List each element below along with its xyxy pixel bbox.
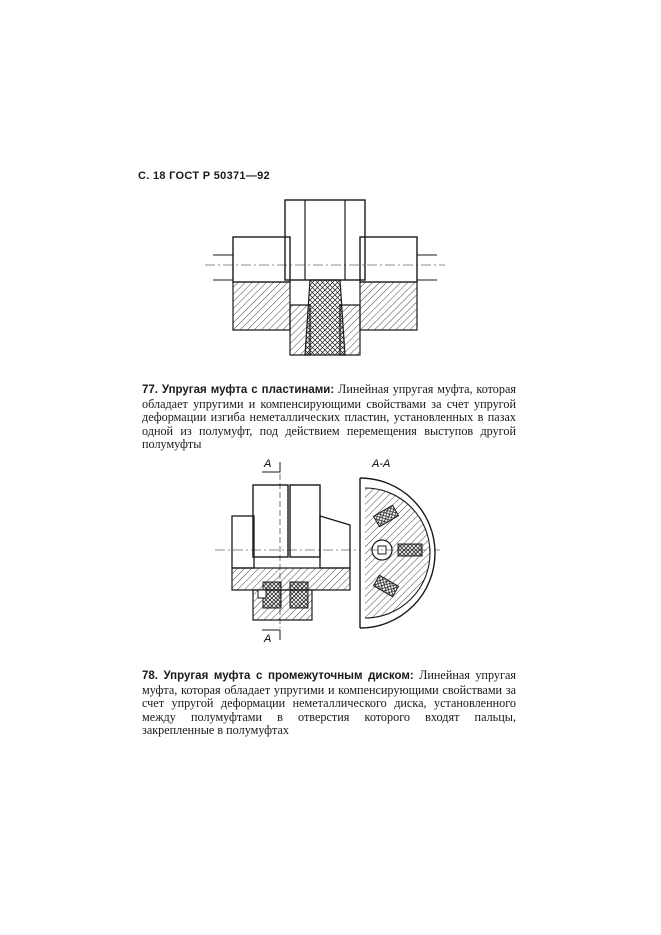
section-title: А-А: [372, 458, 391, 470]
item-77-definition: Линейная упругая муфта, которая обладает упругими и компенсирующими свойствами за счет упругой деформации изгиба неметаллических пластин, установленных в пазах одной из полумуфт, под действием перемещения выступов другой полумуфты: [142, 382, 517, 452]
item-78-term: Упругая муфта с промежуточным диском:: [163, 670, 414, 682]
coupling-body: [285, 200, 365, 280]
page-header: С. 18 ГОСТ Р 50371—92: [138, 170, 270, 182]
item-77-number: 77.: [142, 384, 158, 396]
section-mark-bottom: А: [264, 633, 272, 645]
section-mark-top: А: [264, 458, 272, 470]
item-78-number: 78.: [142, 670, 158, 682]
elastic-plate: [305, 280, 345, 355]
item-78: [142, 669, 516, 738]
figure-plate-coupling: [205, 195, 445, 360]
right-half-coupling: [340, 237, 417, 355]
left-half-coupling: [233, 237, 310, 355]
item-77: [142, 383, 516, 452]
item-78-definition: Линейная упругая муфта, которая обладает упругими и компенсирующими свойствами за счет упругой деформации неметаллического диска, установленного между полумуфтами в отверстия которого входят пальцы, закрепленные в полумуфтах: [142, 668, 516, 738]
figure-disk-coupling: [200, 450, 445, 645]
item-77-term: Упругая муфта с пластинами:: [161, 384, 335, 396]
